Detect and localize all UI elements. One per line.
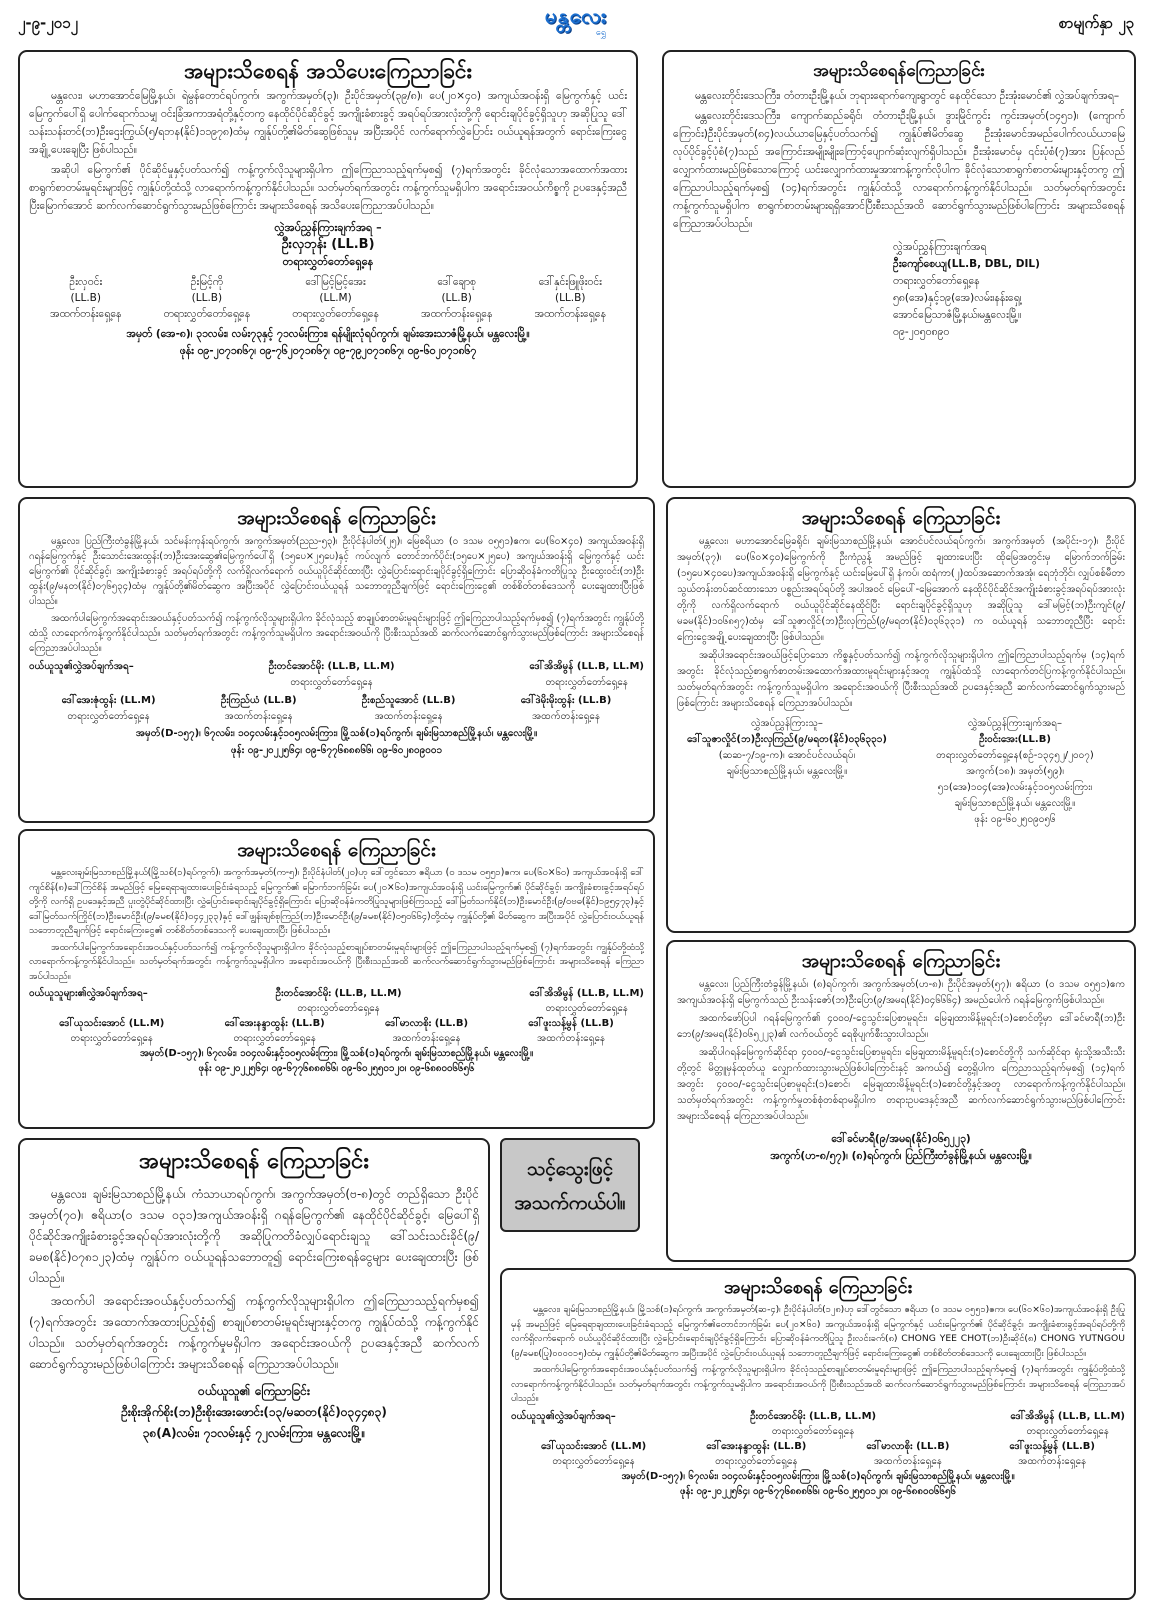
phone-numbers: ဖုန်း ၀၉-၂၀၇၁၈၆၇၊ ၀၉-၇၆၂၀၇၁၈၆၇၊ ၀၉-၇၉၂၀၇၁၈၆၇၊ ၀၉-၆၀၂၀၇၁၈၆၇ [179, 345, 477, 357]
office-address: အမှတ်(D-၁၅၇)၊ ၆၇လမ်း၊ ၁၀၄လမ်းနှင့်၁၀၅လမ်းကြား၊ မြို့သစ်(၁)ရပ်ကွက်၊ ချမ်းမြသာစည်မြို့နယ်၊ မန္တလေးမြို့။ [139, 1048, 534, 1059]
lawyer-list [29, 274, 627, 322]
notice-body [29, 866, 644, 984]
lead-lawyer-name: ဦးလှဘုန်း (LL.B) [281, 237, 375, 252]
notice-title: အများသိစေရန် ကြေညာခြင်း [723, 1277, 913, 1298]
notice-title: အများသိစေရန် ကြေညာခြင်း [237, 507, 436, 529]
lawyer-list [511, 1439, 1125, 1469]
notice-title: အများသိစေရန် ကြေညာခြင်း [237, 839, 436, 861]
lawyer: ဒေါ်ယုသင်းအောင် (LL.M) တရားလွှတ်တော်ရှေ့နေ [541, 1440, 647, 1467]
notice-paragraph: အဆိုပါဂရန်မြေကွက်ဆိုင်ရာ ၄၀၀၀/-ငွေသွင်းပြေစာမူရင်း၊ မြေချထားမိန့်မူရင်း(၁)စောင်တို့ကို သက်ဆိုင်ရာ ရုံးသို့အသီးသီးတို့တွင် မိတ္တူမှန်ထုတ်ယူ လျှောက်ထားသွားမည်ဖြစ်ပါကြောင်းနှင့် အကယ်၍ တွေ့ရှိပါက ကြေညာသည့်ရက်မှစ၍ (၁၄)ရက်အတွင်း ၄၀၀၀/-ငွေသွင်းပြေစာမူရင်း(၁)စောင်၊ မြေချထားမိန့်မူရင်း(၁)စောင်တို့နှင့်အတူ လာရောက်ကန့်ကွက်နိုင်ပါသည်။ သတ်မှတ်ရက်အတွင်း ကန့်ကွက်မှုတစ်စုံတစ်ရာမရှိပါက တရားဥပဒေနှင့်အညီ ဆက်လက်ဆောင်ရွက်သွားမည်ဖြစ်ပါကြောင်း အများသိစေရန် ကြေညာအပ်ပါသည်။ [677, 1047, 1125, 1122]
lawyer: ဒေါ်ဒဲမိုးမိုးထွန်း (LL.B) အထက်တန်းရှေ့နေ [520, 695, 612, 722]
buyer-label: ဝယ်ယူသူ၏လွှဲအပ်ချက်အရ– [29, 661, 134, 672]
logo-text: မန္တလေး [544, 4, 608, 28]
logo-subtext: ရွှေ [595, 28, 607, 38]
notice-paragraph: မန္တလေး၊ ချမ်းမြသာစည်မြို့နယ်၊ ကံသာယာရပ်ကွက်၊ အကွက်အမှတ်(ဗ-၈)တွင် တည်ရှိသော ဦးပိုင်အမှတ်(၇၀)၊ ဧရိယာ(၀ ဒသမ ၀၃၁)အကျယ်အဝန်းရှိ ဂရန်မြေကွက်၏ နေထိုင်ပိုင်ဆိုင်ခွင့်၊ မြေပေါ်ရှိ ပိုင်ဆိုင်အကျိုးခံစားခွင့်အရပ်ရပ်အားလုံးတို့ကို အဆိုပြုကတိခံလျှပ်ရောင်းချသူ ဒေါ်သင်းသင်းခိုင်(၉/ခမစ(နိုင်)၀၇၈၁၂၃)ထံမှ ကျွန်ုပ်က ဝယ်ယူရန်သဘောတူ၍ ရောင်းကြေးစရန်ငွေများ ပေးချေထားပြီး ဖြစ်ပါသည်။ [29, 1187, 479, 1285]
lawyer-list [29, 1016, 644, 1046]
page-number: စာမျက်နှာ ၂၃ [1058, 14, 1134, 32]
buyer-label: ဝယ်ယူသူများ၏လွှဲအပ်ချက်အရ– [29, 988, 148, 999]
signature-block [673, 239, 1125, 341]
notice-body [677, 977, 1125, 1125]
phone-numbers: ဖုန်း ၀၉-၂၀၂၂၅၆၄၊ ၀၉-၆၇၇၆၈၈၈၆၆၊ ၀၉-၆၀၂၅၅၀၁၂၀၊ ၀၉-၆၈၈၀၀၆၆၅၆ [198, 1063, 475, 1074]
sig-address: ၃၈(A)လမ်း၊ ၇၁လမ်းနှင့် ၇၂လမ်းကြား၊ မန္တလေးမြို့။ [142, 1426, 366, 1440]
lawyer: ဦးလှဝင်း (LL.B) အထက်တန်းရှေ့နေ [50, 276, 122, 320]
notice-paragraph: အထက်ပါမြေကွက်အရောင်းအဝယ်နှင့်ပတ်သက်၍ ကန့်ကွက်လိုသူများရှိပါက ခိုင်လုံသည့် စာချုပ်စာတမ်းမူရင်းများဖြင့် ဤကြေညာပါသည့်ရက်မှစ၍ (၇)ရက်အတွင်း ကျွန်ုပ်တို့ထံသို့ လာရောက်ကန့်ကွက်နိုင်ပါသည်။ သတ်မှတ်ရက်အတွင်း ကန့်ကွက်သူမရှိပါက အရောင်းအဝယ်ကို ပြီးစီးသည်အထိ ဆက်လက်ဆောင်ရွက်သွားမည်ဖြစ်ကြောင်း အများသိစေရန် ကြေညာအပ်ပါသည်။ [29, 613, 644, 654]
notice-7 [18, 1138, 490, 1600]
lawyer-list [29, 693, 644, 725]
lawyer: ဒေါ်အေးနန္ဒာထွန်း (LL.B) တရားလွှတ်တော်ရှေ့နေ [706, 1440, 807, 1467]
signature-block [29, 219, 627, 270]
lawyer: ဦးတင်အောင်မိုး (LL.B, LL.M) တရားလွှတ်တော်ရှေ့နေ [750, 1410, 877, 1437]
notice-paragraph: မန္တလေးတိုင်းဒေသကြီး၊ တံတားဦးမြို့နယ်၊ ဘုရားရောက်ကျေးရွာတွင် နေထိုင်သော ဦးအုံးမောင်၏ လွှဲအပ်ချက်အရ– [695, 90, 1120, 102]
lawyer: ဦးကြည်ယံ (LL.B) အထက်တန်းရှေ့နေ [220, 695, 297, 722]
lawyer: ဒေါ်အိအိမွန် (LL.B, LL.M) တရားလွှတ်တော်ရှေ့နေ [529, 988, 644, 1014]
notice-4 [666, 497, 1136, 933]
lawyer: ဒေါ်အေးနန္ဒာထွန်း (LL.B) တရားလွှတ်တော်ရှေ့နေ [224, 1018, 325, 1044]
sig-line: ၀၉-၂၀၅၀၈၉၀ [893, 326, 950, 338]
notice-paragraph: မန္တလေး၊ ပြည်ကြီးတံခွန်မြို့နယ်၊ သင်မန်းကုန်းရပ်ကွက်၊ အကွက်အမှတ်(ညည-၅၃)၊ ဦးပိုင်နံပါတ်(၂၅)၊ မြေစရိယာ (၀ ဒသမ ၀၅၅၁)ဧက၊ ပေ(၆၀×၄၀) အကျယ်အဝန်းရှိ ဂရန်မြေကွက်နှင့် ဦးသောင်းအေးထွန်း(ဘ)ဦးအေးဆွေ၏မြေကွက်ပေါ်ရှိ (၁၅ပေ×၂၅ပေ)နှင့် ကပ်လျက် တောင်ဘက်ပိုင်း(၁၅ပေ×၂၅ပေ) အကျယ်အဝန်းရှိ မြေကွက်နှင့် ယင်းမြေကွက်၏ ပိုင်ဆိုင်ခွင့်၊ အကျိုးခံစားခွင့် အရပ်ရပ်တို့ကို လက်ရှိလက်ရောက် ဝယ်ယူပိုင်ဆိုင်ထားပြီး လွှဲပြောင်းရောင်းချပိုင်ခွင့်ရှိကြောင်း ပြောဆိုဝန်ခံကတိပြုသူ ဦးထွေးဝင်း(ဘ)ဦးထွန်း(၉/မနတ(နိုင်)၀၇၆၅၃၄)ထံမှ ကျွန်ုပ်တို့၏မိတ်ဆွေက အပြီးအပိုင် လွှဲပြောင်းဝယ်ယူရန် သဘောတူညီချက်ဖြင့် ရောင်းကြေးငွေ၏ တစ်စိတ်တစ်ဒေသကို ပေးချေထားပြီးဖြစ်ပါသည်။ [29, 536, 644, 607]
signatory-name: ဒေါ်ခင်မာရီ(၉/အမရ(နိုင်)၀၆၅၂၂၃) [831, 1133, 971, 1145]
lawyer: ဦးတင်အောင်မိုး (LL.B, LL.M) တရားလွှတ်တော်ရှေ့နေ [268, 661, 395, 688]
notice-title: အများသိစေရန် ကြေညာခြင်း [139, 1149, 369, 1174]
lead-lawyer-role: တရားလွှတ်တော်ရှေ့နေ [282, 255, 374, 268]
notice-1 [18, 50, 638, 488]
signature-block [29, 1381, 479, 1444]
buyer-lawyers [29, 986, 644, 1016]
sig-line: အောင်မြေသာဇံမြို့နယ်၊မန္တလေးမြို့။ [893, 309, 1022, 321]
slogan-line: အသက်ကယ်ပါ။ [514, 1192, 626, 1214]
lawyer: ဦးတင်အောင်မိုး (LL.B, LL.M) တရားလွှတ်တော်ရှေ့နေ [275, 988, 402, 1014]
office-address: အမှတ်(D-၁၅၇)၊ ၆၇လမ်း၊ ၁၀၄လမ်းနှင့်၁၀၅လမ်းကြား၊ မြို့သစ်(၁)ရပ်ကွက်၊ ချမ်းမြသာစည်မြို့နယ်၊ မန္တလေးမြို့။ [135, 728, 538, 739]
notice-2 [662, 50, 1136, 488]
lawyer: ဒေါ်အိအိမွန် (LL.B, LL.M) တရားလွှတ်တော်ရှေ့နေ [529, 661, 644, 688]
notice-title: အများသိစေရန် အသိပေးကြေညာခြင်း [184, 59, 472, 83]
phone-numbers: ဖုန်း ၀၉-၂၀၂၂၅၆၄၊ ၀၉-၆၇၇၆၈၈၈၆၆၊ ၀၉-၆၀၂၈၀၉၀၀၁ [230, 745, 443, 756]
office-address: အမှတ်(D-၁၅၇)၊ ၆၇လမ်း၊ ၁၀၄လမ်းနှင့်၁၀၅လမ်းကြား၊ မြို့သစ်(၁)ရပ်ကွက်၊ ချမ်းမြသာစည်မြို့နယ်၊ မန္တလေးမြို့။ [621, 1470, 1015, 1482]
lawyer: ဒေါ်မာလာစိုး (LL.B) အထက်တန်းရှေ့နေ [866, 1440, 950, 1467]
lawyer: ဒေါ်နှင်းဖြူဖိုးဝင်း (LL.B) အထက်တန်းရှေ့နေ [534, 276, 606, 320]
sig-line: တရားလွှတ်တော်ရှေ့နေ [893, 275, 980, 287]
authorizer-block: လွှဲအပ်ညွှန်ကြားသူ– ဒေါ်သူဇာလှိုင်(ဘ)ဦးလှကြည်(၉/မရတ(နိုင်)၀၃၆၃၃၁) (ဆဆ-၇/၁၉-က)၊ အောင်ပင်လယ်ရပ်၊ ချမ်းမြသာစည်မြို့နယ်၊ မန္တလေးမြို့။ [687, 718, 887, 777]
notice-body [29, 87, 627, 215]
sig-line: ၅၈(အေ)နှင့်၁၉(အေ)လမ်း၊နန်းရှေ့၊ [893, 292, 1022, 304]
blood-donation-slogan [500, 1138, 640, 1232]
notice-5 [18, 829, 655, 1129]
notice-paragraph: အထက်ပါမြေကွက်အရောင်းအဝယ်နှင့်ပတ်သက်၍ ကန့်ကွက်လိုသူများရှိပါက ခိုင်လုံသည့်စာချုပ်စာတမ်းမူရင်းများဖြင့် ဤကြေညာပါသည့်ရက်မှစ၍ (၇)ရက်အတွင်း ကျွန်ုပ်တို့ထံသို့ လာရောက်ကန့်ကွက်နိုင်ပါသည်။ သတ်မှတ်ရက်အတွင်း ကန့်ကွက်သူမရှိပါက အရောင်းအဝယ်ကို ပြီးစီးသည်အထိ ဆက်လက်ဆောင်ရွက်သွားမည်ဖြစ်ကြောင်း အများသိစေရန် ကြေညာအပ်ပါသည်။ [511, 1364, 1125, 1404]
notice-paragraph: မန္တလေး၊ မဟာအောင်မြေမြို့နယ်၊ ရဲမွန်တောင်ရပ်ကွက်၊ အကွက်အမှတ်(၃)၊ ဦးပိုင်အမှတ်(၃၉/၈)၊ ပေ(၂၀×၄၀) အကျယ်အဝန်းရှိ မြေကွက်နှင့် ယင်းမြေကွက်ပေါ်ရှိ ပေါက်ရောက်သမျှ ဝင်းခြံအကာအရံတို့နှင့်တကွ နေထိုင်ပိုင်ဆိုင်ခွင့် အကျိုးခံစားခွင့် အရပ်ရပ်အားလုံးတို့ကို ရောင်းချပိုင်ခွင့်ရှိသူဟု အဆိုပြုသူ ဒေါ်သန်းသန်းတင်(ဘ)ဦးဌေးကြွယ်(၅/ရဘန(နိုင်)၁၁၉၇၈)ထံမှ ကျွန်ုပ်တို့၏မိတ်ဆွေဖြစ်သူမှ အပြီးအပိုင် လက်ရောက်လွှဲပြောင်း ဝယ်ယူရန်အတွက် ရောင်းကြေးငွေအချို့ ပေးချေပြီး ဖြစ်ပါသည်။ [29, 90, 627, 156]
notice-body [511, 1303, 1125, 1407]
lawyer: ဦးမြင့်ကို (LL.B) တရားလွှတ်တော်ရှေ့နေ [163, 276, 251, 320]
office-address: အမှတ် (အေ-၈)၊ ၃၁လမ်း၊ လမ်း၇၃နှင့် ၇၁လမ်းကြား၊ ရန်မျိုးလုံရပ်ကွက်၊ ချမ်းအေးသာဇံမြို့နယ်၊ မန္တလေးမြို့။ [126, 328, 530, 340]
buyer-label: ဝယ်ယူသူ၏လွှဲအပ်ချက်အရ– [511, 1410, 616, 1422]
buyer-lawyers [29, 659, 644, 691]
notice-body [673, 87, 1125, 233]
notice-paragraph: အထက်ပါ အရောင်းအဝယ်နှင့်ပတ်သက်၍ ကန့်ကွက်လိုသူများရှိပါက ဤကြေညာသည့်ရက်မှစ၍ (၇)ရက်အတွင်း အထောက်အထားပြည့်စုံ၍ စာချုပ်စာတမ်းမူရင်းများနှင့်တကွ ကျွန်ုပ်ထံသို့ ကန့်ကွက်နိုင်ပါသည်။ သတ်မှတ်ရက်အတွင်း ကန့်ကွက်မှုမရှိပါက အရောင်းအဝယ်ကို ဥပဒေနှင့်အညီ ဆက်လက်ဆောင်ရွက်သွားမည်ဖြစ်ပါကြောင်း အများသိစေရန် ကြေညာအပ်ပါသည်။ [29, 1294, 479, 1371]
notice-6 [666, 940, 1136, 1262]
page-header [0, 0, 1152, 44]
lawyer: ဒေါ်ဖူးသန့်မွန် (LL.B) အထက်တန်းရှေ့နေ [528, 1018, 614, 1044]
masthead-logo [508, 4, 644, 40]
lawyer: ဒေါ်အေးဇုံထွန်း (LL.M) တရားလွှတ်တော်ရှေ့နေ [61, 695, 156, 722]
sig-name: ဦးစိုးအိုက်စိုး(ဘ)ဦးစိုးအေးဖောင်း(၁၃/မဆတ(နိုင်)၀၃၄၄၈၃) [121, 1405, 387, 1419]
notice-8 [500, 1268, 1136, 1600]
on-behalf-label: လွှဲအပ်ညွှန်ကြားချက်အရ – [274, 221, 382, 234]
notice-paragraph: မန္တလေးတိုင်းဒေသကြီး၊ ကျောက်ဆည်ခရိုင်၊ တံတားဦးမြို့နယ်၊ ဒွားမြိုင်ကွင်း ကွင်းအမှတ်(၁၄၅၁)၊ (ကျောက်ကြောင်း)ဦးပိုင်အမှတ်(၈၄)လယ်ယာမြေနှင့်ပတ်သက်၍ ကျွန်ုပ်၏မိတ်ဆွေ ဦးအုံးမောင်အမည်ပေါက်လယ်ယာမြေလုပ်ပိုင်ခွင့်ပုံစံ(၇)သည် အကြောင်းအမျိုးမျိုးကြောင့်ပျောက်ဆုံးလျက်ရှိပါသည်။ ဦးအုံးမောင်မှ ၎င်းပုံစံ(၇)အား ပြန်လည်လျှောက်ထားမည်ဖြစ်သောကြောင့် ယင်းလျှောက်ထားမှုအားကန့်ကွက်လိုပါက ခိုင်လုံသောစာရွက်စာတမ်းများနှင့်တကွ ဤကြေညာပါသည့်ရက်မှစ၍ (၁၄)ရက်အတွင်း ကျွန်ုပ်ထံသို့ လာရောက်ကန့်ကွက်နိုင်ပါသည်။ သတ်မှတ်ရက်အတွင်း ကန့်ကွက်သူမရှိပါက စာရွက်စာတမ်းများရရှိအောင်ပြီးစီးသည်အထိ ဆောင်ရွက်သွားမည်ဖြစ်ပါကြောင်း အများသိစေရန်ကြေညာအပ်ပါသည်။ [673, 110, 1125, 230]
lawyer: ဒေါ်မြင့်မြင့်အေး (LL.M) တရားလွှတ်တော်ရှေ့နေ [292, 276, 379, 320]
notice-title: အများသိစေရန်ကြေညာခြင်း [813, 61, 985, 81]
buyer-lawyers [511, 1409, 1125, 1439]
lawyer-block: လွှဲအပ်ညွှန်ကြားချက်အရ– ဦးဝင်းအေး(LL.B) တရားလွှတ်တော်ရှေ့နေ(စဉ်-၁၃၄၅၂/၂၀၀၇) အကွက်(၁၈)၊ အမှတ်(၅၉)၊ ၅၁(အေ)၁၀၄(အေ)လမ်းနှင့်၁၀၅လမ်းကြား၊ ချမ်းမြသာစည်မြို့နယ်၊ မန္တလေးမြို့။ ဖုန်း ၀၉-၆၀၂၅၀၉၀၅၆ [936, 718, 1094, 825]
notice-title: အများသိစေရန် ကြေညာခြင်း [801, 950, 1001, 972]
notice-paragraph: အထက်ပါမြေကွက်အရောင်းအဝယ်နှင့်ပတ်သက်၍ ကန့်ကွက်လိုသူများရှိပါက ခိုင်လုံသည့်စာချုပ်စာတမ်းမူရင်းများဖြင့် ဤကြေညာပါသည့်ရက်မှစ၍ (၇)ရက်အတွင်း ကျွန်ုပ်တို့ထံသို့ လာရောက်ကန့်ကွက်နိုင်ပါသည်။ သတ်မှတ်ရက်အတွင်း ကန့်ကွက်သူမရှိပါက အရောင်းအဝယ်ကို ပြီးစီးသည်အထိ ဆက်လက်ဆောင်ရွက်သွားမည်ဖြစ်ကြောင်း အများသိစေရန် ကြေညာအပ်ပါသည်။ [29, 941, 644, 982]
lawyer: ဒေါ်ဖူးသန့်မွန် (LL.B) အထက်တန်းရှေ့နေ [1009, 1440, 1095, 1467]
issue-date: ၂-၉-၂၀၁၂ [18, 14, 78, 32]
sig-label: ဝယ်ယူသူ၏ ကြေညာခြင်း [197, 1384, 310, 1398]
signatory-address: အကွက်(ဟ-၈/၅၇)၊ (၈)ရပ်ကွက်၊ ပြည်ကြီးတံခွန်မြို့နယ်၊ မန္တလေးမြို့။ [770, 1150, 1032, 1162]
notice-paragraph: အဆိုပါ မြေကွက်၏ ပိုင်ဆိုင်မှုနှင့်ပတ်သက်၍ ကန့်ကွက်လိုသူများရှိပါက ဤကြေညာသည့်ရက်မှစ၍ (၇)ရက်အတွင်း ခိုင်လုံသောအထောက်အထား စာရွက်စာတမ်းမူရင်းများဖြင့် ကျွန်ုပ်တို့ထံသို့ လာရောက်ကန့်ကွက်နိုင်ပါသည်။ သတ်မှတ်ရက်အတွင်း ကန့်ကွက်သူမရှိပါက အရောင်းအဝယ်ကိစ္စကို ဥပဒေနှင့်အညီ ပြီးမြောက်အောင် ဆက်လက်ဆောင်ရွက်သွားမည်ဖြစ်ကြောင်း အများသိစေရန် အသိပေးကြေညာအပ်ပါသည်။ [29, 164, 627, 212]
lawyer: ဦးစည်သူအောင် (LL.B) အထက်တန်းရှေ့နေ [361, 695, 456, 722]
signature-area [677, 716, 1125, 828]
slogan-line: သင့်သွေးဖြင့် [526, 1158, 614, 1180]
notice-body [29, 1184, 479, 1375]
sig-line: လွှဲအပ်ညွှန်ကြားချက်အရ [893, 241, 987, 253]
notice-body [29, 534, 644, 656]
phone-numbers: ဖုန်း ၀၉-၂၀၂၂၅၆၄၊ ၀၉-၆၇၇၆၈၈၈၆၆၊ ၀၉-၆၀၂၅၅၀၁၂၀၊ ၀၉-၆၈၈၀၀၆၆၅၆ [679, 1485, 957, 1497]
notice-title: အများသိစေရန် ကြေညာခြင်း [801, 507, 1001, 529]
notice-3 [18, 497, 655, 823]
lawyer: ဒေါ်အိအိမွန် (LL.B, LL.M) တရားလွှတ်တော်ရှေ့နေ [1010, 1410, 1125, 1437]
notice-paragraph: အဆိုပါအရောင်းအဝယ်ဖြင့်ပြောသော ကိစ္စနှင့်ပတ်သက်၍ ကန့်ကွက်လိုသူများရှိပါက ဤကြေညာပါသည့်ရက်မှ (၁၄)ရက်အတွင်း ခိုင်လုံသည့်စာရွက်စာတမ်းအထောက်အထားမူရင်းများနှင့်အတူ ကျွန်ုပ်ထံသို့ လာရောက်တင်ပြကန့်ကွက်နိုင်ပါသည်။ သတ်မှတ်ရက်အတွင်း ကန့်ကွက်သူမရှိပါက အရောင်းအဝယ်ကို ပြီးစီးသည်အထိ ဥပဒေနှင့်အညီ ဆက်လက်ဆောင်ရွက်သွားမည်ဖြစ်ကြောင်း အများသိစေရန် ကြေညာအပ်ပါသည်။ [677, 650, 1125, 709]
notice-paragraph: မန္တလေး၊ မဟာအောင်မြေခရိုင်၊ ချမ်းမြသာစည်မြို့နယ်၊ အောင်ပင်လယ်ရပ်ကွက်၊ အကွက်အမှတ် (အပိုင်း-၁၇)၊ ဦးပိုင်အမှတ်(၃၇)၊ ပေ(၆၀×၄၀)မြေကွက်ကို ဦးကံညွန့် အမည်ဖြင့် ချထားပေးပြီး ထိုမြေအတွင်းမှ မြောက်ဘက်ခြမ်း (၁၅ပေ×၄၀ပေ)အကျယ်အဝန်းရှိ မြေကွက်နှင့် ယင်းမြေပေါ်ရှိ နံကပ်၊ ထရံကာ(၂)ထပ်အဆောက်အအုံ၊ ရေဘုံဘိုင်၊ လျှပ်စစ်မီတာ သွယ်တန်းတပ်ဆင်ထားသော ပစ္စည်းအရပ်ရပ်တို့ အပါအဝင် မြေပေါ်-မြေအောက် နေထိုင်ပိုင်ဆိုင်အကျိုးခံစားခွင့်အရပ်ရပ်အားလုံးတို့ကို လက်ရှိလက်ရောက် ဝယ်ယူပိုင်ဆိုင်နေထိုင်ပြီး ရောင်းချပိုင်ခွင့်ရှိသူဟု အဆိုပြုသူ ဒေါ်မမြင့်(ဘ)ဦးကျင်(၉/မခမ(နိုင်)၁၀၆၈၅၇)ထံမှ ဒေါ်သူဇာလှိုင်(ဘ)ဦးလှကြည်(၉/မရတ(နိုင်)၀၃၆၃၃၁) က ဝယ်ယူရန် သဘောတူညီပြီး ရောင်းကြေးငွေအချို့ ပေးချေထားပြီး ဖြစ်ပါသည်။ [677, 536, 1125, 643]
lawyer: ဒေါ်ချောစု (LL.B) အထက်တန်းရှေ့နေ [420, 276, 493, 320]
notice-paragraph: မန္တလေး၊ ချမ်းမြသာစည်မြို့နယ်၊ မြို့သစ်(၁)ရပ်ကွက်၊ အကွက်အမှတ်(ဆ-၄)၊ ဦးပိုင်နံပါတ်(၁၂၈)ဟု ဒေါ်တွင်သော ဧရိယာ (၀ ဒသမ ၀၅၅၁)ဧက၊ ပေ(၆၀×၆၀)အကျယ်အဝန်းရှိ ဦးပြုမှန် အမည်ဖြင့် မြေရေရာချထားပေးခြင်းခံရသည့် မြေကွက်၏တောင်ဘက်ခြမ်း ပေ(၂၀×၆၀) အကျယ်အဝန်းရှိ မြေကွက်နှင့် ယင်းမြေကွက်၏ ပိုင်ဆိုင်ခွင့်၊ အကျိုးခံစားခွင့်အရပ်ရပ်တို့ကို လက်ရှိလက်ရောက် ဝယ်ယူပိုင်ဆိုင်ထားပြီး လွှဲပြောင်းရောင်းချပိုင်ခွင့်ရှိကြောင်း ပြောဆိုဝန်ခံကတိပြုသူ ဦးလင်းခက်(၈) CHONG YEE CHOT(ဘ)ဦးဆိုင်(၈) CHONG YUTNGOU (၉/ခမစ(ပြု)၀၀၀၀၁၅)ထံမှ ကျွန်ုပ်တို့၏မိတ်ဆွေက အပြီးအပိုင် လွှဲပြောင်းဝယ်ယူရန် သဘောတူညီချက်ဖြင့် ရောင်းကြေးငွေ၏ တစ်စိတ်တစ်ဒေသကို ပေးချေထားပြီး ဖြစ်ပါသည်။ [511, 1304, 1125, 1359]
notice-paragraph: အထက်ဖော်ပြပါ ဂရန်မြေကွက်၏ ၄၀၀၀/-ငွေသွင်းပြေစာမူရင်း၊ မြေချထားမိန့်မူရင်း(၁)စောင်တို့မှာ ဒေါ်ခင်မာရီ(ဘ)ဦးဘေ(၉/အမရ(နိုင်)၀၆၅၂၂၃)၏ လက်ဝယ်တွင် ရေစိုပျက်စီးသွားပါသည်။ [677, 1013, 1125, 1040]
lawyer: ဒေါ်ယုသင်းအောင် (LL.M) တရားလွှတ်တော်ရှေ့နေ [59, 1018, 165, 1044]
lawyer: ဒေါ်မာလာစိုး (LL.B) အထက်တန်းရှေ့နေ [385, 1018, 469, 1044]
notice-paragraph: မန္တလေး၊ ပြည်ကြီးတံခွန်မြို့နယ်၊ (၈)ရပ်ကွက်၊ အကွက်အမှတ်(ဟ-၈)၊ ဦးပိုင်အမှတ်(၅၇)၊ ဧရိယာ (၀ ဒသမ ၀၅၅၁)ဧက အကျယ်အဝန်းရှိ မြေကွက်သည် ဦးသန်းဇော်(ဘ)ဦးပြော(၉/အမရ(နိုင်)၀၄၆၆၆၄) အမည်ပေါက် ဂရန်မြေကွက်ဖြစ်ပါသည်။ [677, 979, 1125, 1006]
notice-paragraph: မန္တလေးချမ်းမြသာစည်မြို့နယ်(မြို့သစ်(၁)ရပ်ကွက်)၊ အကွက်အမှတ်(က-၅)၊ ဦးပိုင်နံပါတ်(၂၀)ဟု ဒေါ်တွင်သော ဧရိယာ (၀ ဒသမ ၀၅၅၁)ဧက၊ ပေ(၆၀×၆၀) အကျယ်အဝန်းရှိ ဒေါ်ကျင်စိန်(၈)ဒေါ်ကြင်စိန် အမည်ဖြင့် မြေရေရာချထားပေးခြင်းခံရသည့် မြေကွက်၏ မြောက်ဘက်ခြမ်း ပေ(၂၀×၆၀)အကျယ်အဝန်းရှိ ယင်းမြေကွက်၏ ပိုင်ဆိုင်ခွင့်၊ အကျိုးခံစားခွင့်အရပ်ရပ်တို့ကို လက်ရှိ ဥပဒေနှင့်အညီ ပူးတွဲပိုင်ဆိုင်ထားပြီး လွှဲပြောင်းရောင်းချပိုင်ခွင့်ရှိကြောင်း ပြောဆိုဝန်ခံကတိပြုသူများဖြစ်ကြသည့် ဒေါ်မြတ်သက်နိုင်(ဘ)ဦးမောင်ဦး(၉/၀ဗဓ(နိုင်)၁၉၅၄၇၃)နှင့် ဒေါ်မြတ်သက်ကြိုင်(ဘ)ဦးမောင်ဦး(၉/ခမစ(နိုင်)၀၄၄၂၃၃)နှင့် ဒေါ်ဖျွန်းချစ်စုကြည်(ဘ)ဦးမောင်ဦး(၉/ခမစ(နိုင်)၀၅၀၆၆၄)တို့ထံမှ ကျွန်ုပ်တို့၏ မိတ်ဆွေက အပြီးအပိုင် လွှဲပြောင်းဝယ်ယူရန် သဘောတူညီချက်ဖြင့် ရောင်းကြေးငွေ၏ တစ်စိတ်တစ်ဒေသကို ပေးချေထားပြီး ဖြစ်ပါသည်။ [29, 867, 644, 936]
notice-body [677, 534, 1125, 712]
sig-line: ဦးကျော်စေယျ(LL.B, DBL, DIL) [893, 258, 1040, 270]
